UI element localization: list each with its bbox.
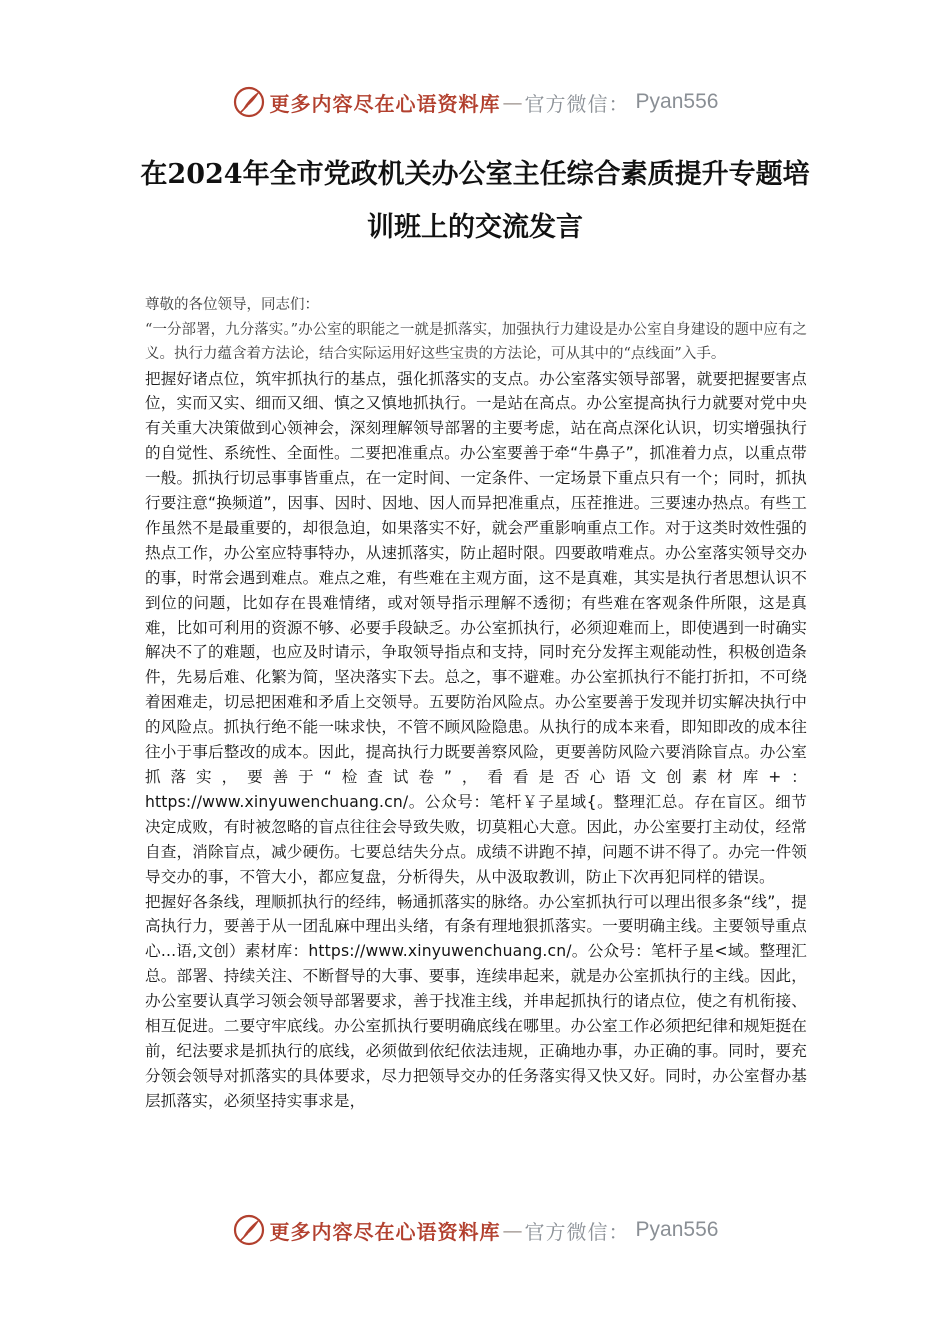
document-body: [145, 293, 807, 1114]
banner-wechat-label: 官方微信：: [524, 91, 630, 116]
feather-pen-logo-icon: [232, 85, 266, 119]
body-paragraph-lines: 把握好各条线，理顺抓执行的经纬，畅通抓落实的脉络。办公室抓执行可以理出很多条“线”，提高执行力，要善于从一团乱麻中理出头绪，有条有理地狠抓落实。一要明确主线。主要领导重点心...语,文创）素材库：https://www.xinyuwenchuang.cn/。公众号：笔杆子星<域。整理汇总。部署、持续关注、不断督导的大事、要事，连续串起来，就是办公室抓执行的主线。因此，办公室要认真学习领会领导部署要求，善于找准主线，并串起抓执行的诸点位，使之有机衔接、相互促进。二要守牢底线。办公室抓执行要明确底线在哪里。办公室工作必须把纪律和规矩挺在前，纪法要求是抓执行的底线，必须做到依纪依法违规，正确地办事，办正确的事。同时，要充分领会领导对抓落实的具体要求，尽力把领导交办的任务落实得又快又好。同时，办公室督办基层抓落实，必须坚持实事求是，: [145, 892, 807, 1110]
intro-paragraph: “一分部署，九分落实。”办公室的职能之一就是抓落实，加强执行力建设是办公室自身建设的题中应有之义。执行力蕴含着方法论，结合实际运用好这些宝贵的方法论，可从其中的“点线面”入手。: [145, 321, 807, 362]
banner-wechat-id: Pyan556: [635, 1218, 719, 1241]
greeting: 尊敬的各位领导，同志们：: [145, 297, 319, 313]
body-paragraph-points: 把握好诸点位，筑牢抓执行的基点，强化抓落实的支点。办公室落实领导部署，就要把握要害点位，实而又实、细而又细、慎之又慎地抓执行。一是站在高点。办公室提高执行力就要对党中央有关重大决策做到心领神会，深刻理解领导部署的主要考虑，站在高点深化认识，切实增强执行的自觉性、系统性、全面性。二要把准重点。办公室要善于牵“牛鼻子”，抓准着力点，以重点带一般。抓执行切忌事事皆重点，在一定时间、一定条件、一定场景下重点只有一个；同时，抓执行要注意“换频道”，因事、因时、因地、因人而异把准重点，压茬推进。三要速办热点。有些工作虽然不是最重要的，却很急迫，如果落实不好，就会严重影响重点工作。对于这类时效性强的热点工作，办公室应特事特办，从速抓落实，防止超时限。四要敢啃难点。办公室落实领导交办的事，时常会遇到难点。难点之难，有些难在主观方面，这不是真难，其实是执行者思想认识不到位的问题，比如存在畏难情绪，或对领导指示理解不透彻；有些难在客观条件所限，这是真难，比如可利用的资源不够、必要手段缺乏。办公室抓执行，必须迎难而上，即使遇到一时确实解决不了的难题，也应及时请示，争取领导指点和支持，同时充分发挥主观能动性，积极创造条件，先易后难、化繁为简，坚决落实下去。总之，事不避难。办公室抓执行不能打折扣，不可绕着困难走，切忌把困难和矛盾上交领导。五要防治风险点。办公室要善于发现并切实解决执行中的风险点。抓执行绝不能一味求快，不管不顾风险隐患。从执行的成本来看，即知即改的成本往往小于事后整改的成本。因此，提高执行力既要善察风险，更要善防风险六要消除盲点。办公室抓落实，要善于“检查试卷”，看看是否心语文创素材库+：https://www.xinyuwenchuang.cn/。公众号：笔杆￥子星域{。整理汇总。存在盲区。细节决定成败，有时被忽略的盲点往往会导致失败，切莫粗心大意。因此，办公室要打主动仗，经常自查，消除盲点，减少硬伤。七要总结失分点。成绩不讲跑不掉，问题不讲不得了。办完一件领导交办的事，不管大小，都应复盘，分析得失，从中汲取教训，防止下次再犯同样的错误。: [145, 369, 807, 886]
banner-wechat-label: 官方微信：: [524, 1219, 630, 1244]
header-watermark-banner: [0, 82, 950, 122]
banner-separator: —: [502, 90, 523, 114]
footer-watermark-banner: [0, 1210, 950, 1250]
banner-wechat-id: Pyan556: [635, 90, 719, 113]
banner-site-name: 更多内容尽在心语资料库: [269, 1219, 501, 1244]
banner-separator: —: [502, 1218, 523, 1242]
document-title: 在2024年全市党政机关办公室主任综合素质提升专题培训班上的交流发言: [140, 159, 810, 243]
feather-pen-logo-icon: [232, 1213, 266, 1247]
banner-site-name: 更多内容尽在心语资料库: [269, 91, 501, 116]
